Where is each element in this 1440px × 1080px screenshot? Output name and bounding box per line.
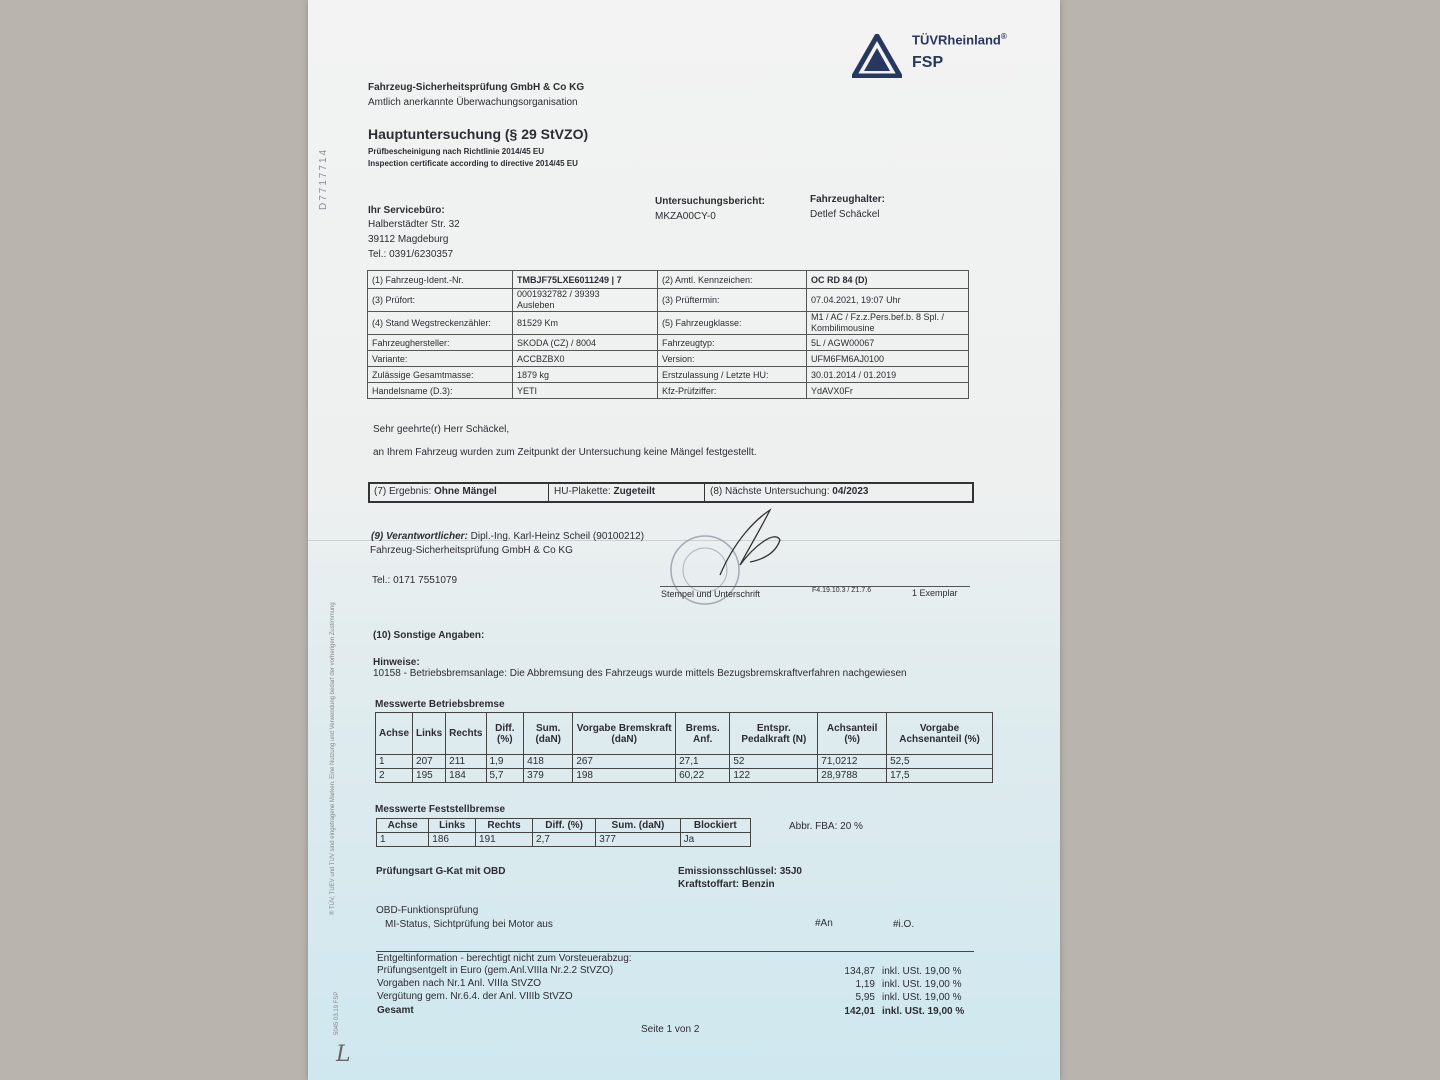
ident-value: TMBJF75LXE6011249 | 7 <box>513 271 658 289</box>
klasse-value-1: M1 / AC / Fz.z.Pers.bef.b. 8 Spl. / <box>811 312 945 322</box>
table-cell: 207 <box>413 755 446 769</box>
verantwortlicher-company: Fahrzeug-Sicherheitsprüfung GmbH & Co KG <box>370 545 573 556</box>
header-cell: Vorgabe Achsenanteil (%) <box>887 713 993 755</box>
header-cell: Sum. (daN) <box>524 713 573 755</box>
table-cell: 184 <box>446 769 486 783</box>
klasse-value-2: Kombilimousine <box>811 323 875 333</box>
obd-io: #i.O. <box>893 919 915 930</box>
fees-total-amount: 142,01 <box>844 1006 875 1017</box>
table-cell: 52 <box>730 755 818 769</box>
emissionsschluessel: Emissionsschlüssel: 35J0 <box>678 866 802 877</box>
naechste-untersuchung: (8) Nächste Untersuchung: 04/2023 <box>710 486 869 497</box>
sonstige-angaben: (10) Sonstige Angaben: <box>373 630 485 641</box>
fee-label: Vorgaben nach Nr.1 Anl. VIIIa StVZO <box>377 978 541 989</box>
km-value: 81529 Km <box>513 312 658 335</box>
table-cell: 28,9788 <box>818 769 887 783</box>
version-value: UFM6FM6AJ0100 <box>807 351 969 367</box>
fee-amount: 5,95 <box>855 992 875 1003</box>
erstzul-value: 30.01.2014 / 01.2019 <box>807 367 969 383</box>
table-cell: 122 <box>730 769 818 783</box>
stamp-label: Stempel und Unterschrift <box>661 589 761 599</box>
table-cell: 52,5 <box>887 755 993 769</box>
header-cell: Rechts <box>476 819 533 833</box>
header-cell: Sum. (daN) <box>596 819 680 833</box>
pruefungsart: Prüfungsart G-Kat mit OBD <box>376 866 506 877</box>
abbr-fba: Abbr. FBA: 20 % <box>789 821 863 832</box>
km-label: (4) Stand Wegstreckenzähler: <box>368 312 513 335</box>
handel-value: YETI <box>513 383 658 399</box>
table-cell: 17,5 <box>887 769 993 783</box>
obd-an: #An <box>815 918 833 929</box>
company-tagline: Amtlich anerkannte Überwachungsorganisation <box>368 97 578 108</box>
fee-tax: inkl. USt. 19,00 % <box>882 966 962 977</box>
fee-tax: inkl. USt. 19,00 % <box>882 992 962 1003</box>
table-cell: 211 <box>446 755 486 769</box>
obd-status: MI-Status, Sichtprüfung bei Motor aus <box>385 919 553 930</box>
kfz-value: YdAVX0Fr <box>807 383 969 399</box>
header-cell: Vorgabe Bremskraft (daN) <box>573 713 676 755</box>
typ-value: 5L / AGW00067 <box>807 335 969 351</box>
table-cell: 377 <box>596 833 680 847</box>
header-cell: Brems. Anf. <box>676 713 730 755</box>
header-cell: Diff. (%) <box>486 713 524 755</box>
header-cell: Links <box>429 819 476 833</box>
table-cell: 2 <box>376 769 413 783</box>
verantwortlicher-tel: Tel.: 0171 7551079 <box>372 575 458 586</box>
servicebuero-tel: Tel.: 0391/6230357 <box>368 249 454 260</box>
corner-mark: L <box>336 1042 351 1067</box>
version-label: Version: <box>658 351 807 367</box>
table-cell: 60,22 <box>676 769 730 783</box>
vehicle-data-table <box>367 270 969 399</box>
ident-label: (1) Fahrzeug-Ident.-Nr. <box>368 271 513 289</box>
fees-header: Entgeltinformation - berechtigt nicht zum Vorsteuerabzug: <box>377 953 632 964</box>
table-cell: Ja <box>680 833 750 847</box>
table-cell: 71,0212 <box>818 755 887 769</box>
ergebnis: (7) Ergebnis: Ohne Mängel <box>374 486 497 497</box>
fee-tax: inkl. USt. 19,00 % <box>882 979 962 990</box>
table-cell: 191 <box>476 833 533 847</box>
handel-label: Handelsname (D.3): <box>368 383 513 399</box>
salutation: Sehr geehrte(r) Herr Schäckel, <box>373 424 510 435</box>
betriebsbremse-table <box>375 712 993 783</box>
obd-title: OBD-Funktionsprüfung <box>376 905 479 916</box>
termin-value: 07.04.2021, 19:07 Uhr <box>807 289 969 312</box>
halter-value: Detlef Schäckel <box>810 209 880 220</box>
brand-sub: FSP <box>912 54 944 71</box>
table-cell: 1 <box>376 755 413 769</box>
table-row <box>377 833 751 847</box>
feststellbremse-title: Messwerte Feststellbremse <box>375 804 506 815</box>
form-number: 5045 03.19 FSP <box>334 991 340 1035</box>
masse-value: 1879 kg <box>513 367 658 383</box>
subtitle-de: Prüfbescheinigung nach Richtlinie 2014/45 EU <box>368 147 545 156</box>
hinweise-label: Hinweise: <box>373 657 420 668</box>
brand-name: TÜVRheinland® <box>912 32 1007 48</box>
table-cell: 198 <box>573 769 676 783</box>
triangle-logo-icon <box>852 34 902 78</box>
exemplar: 1 Exemplar <box>912 588 958 598</box>
variante-label: Variante: <box>368 351 513 367</box>
servicebuero-street: Halberstädter Str. 32 <box>368 219 460 230</box>
fee-amount: 1,19 <box>855 979 875 990</box>
result-message: an Ihrem Fahrzeug wurden zum Zeitpunkt der Untersuchung keine Mängel festgestellt. <box>373 447 757 458</box>
header-cell: Rechts <box>446 713 486 755</box>
table-cell: 27,1 <box>676 755 730 769</box>
table-cell: 1 <box>377 833 429 847</box>
header-cell: Entspr. Pedalkraft (N) <box>730 713 818 755</box>
fee-amount: 134,87 <box>844 966 875 977</box>
header-cell: Blockiert <box>680 819 750 833</box>
table-cell: 267 <box>573 755 676 769</box>
company-name: Fahrzeug-Sicherheitsprüfung GmbH & Co KG <box>368 82 585 93</box>
kennz-label: (2) Amtl. Kennzeichen: <box>658 271 807 289</box>
masse-label: Zulässige Gesamtmasse: <box>368 367 513 383</box>
header-cell: Achse <box>377 819 429 833</box>
header-cell: Links <box>413 713 446 755</box>
verantwortlicher: (9) Verantwortlicher: Dipl.-Ing. Karl-Heinz Scheil (90100212) <box>371 531 645 542</box>
table-row <box>376 755 993 769</box>
side-note: ® TÜV, TUEV und TUV sind eingetragene Marken. Eine Nutzung und Verwendung bedarf der vorherigen Zustimmung <box>330 602 336 915</box>
form-code: F4.19.10.3 / Z1.7.6 <box>812 587 872 594</box>
typ-label: Fahrzeugtyp: <box>658 335 807 351</box>
plakette: HU-Plakette: Zugeteilt <box>554 486 656 497</box>
pruefort-label: (3) Prüfort: <box>368 289 513 312</box>
servicebuero-label: Ihr Servicebüro: <box>368 205 445 216</box>
stamp-signature-icon <box>660 500 800 620</box>
table-cell: 5,7 <box>486 769 524 783</box>
page-number: Seite 1 von 2 <box>641 1024 700 1035</box>
table-cell: 379 <box>524 769 573 783</box>
table-cell: 195 <box>413 769 446 783</box>
fees-total-label: Gesamt <box>377 1005 414 1016</box>
header-cell: Achsanteil (%) <box>818 713 887 755</box>
serial-number: D7717714 <box>318 147 329 210</box>
table-cell: 186 <box>429 833 476 847</box>
pruefort-value-1: 0001932782 / 39393 <box>517 289 600 299</box>
table-cell: 1,9 <box>486 755 524 769</box>
table-row <box>376 769 993 783</box>
header-cell: Achse <box>376 713 413 755</box>
page-title: Hauptuntersuchung (§ 29 StVZO) <box>368 126 589 142</box>
fee-label: Prüfungsentgelt in Euro (gem.Anl.VIIIa Nr.2.2 StVZO) <box>377 965 614 976</box>
termin-label: (3) Prüftermin: <box>658 289 807 312</box>
bericht-label: Untersuchungsbericht: <box>655 196 766 207</box>
variante-value: ACCBZBX0 <box>513 351 658 367</box>
table-cell: 2,7 <box>533 833 596 847</box>
feststellbremse-table <box>376 818 751 847</box>
hersteller-label: Fahrzeughersteller: <box>368 335 513 351</box>
table-cell: 418 <box>524 755 573 769</box>
fees-total-tax: inkl. USt. 19,00 % <box>882 1006 965 1017</box>
betriebsbremse-title: Messwerte Betriebsbremse <box>375 699 505 710</box>
kraftstoffart: Kraftstoffart: Benzin <box>678 879 775 890</box>
klasse-label: (5) Fahrzeugklasse: <box>658 312 807 335</box>
servicebuero-city: 39112 Magdeburg <box>368 234 449 245</box>
pruefort-value-2: Ausleben <box>517 300 555 310</box>
kfz-label: Kfz-Prüfziffer: <box>658 383 807 399</box>
kennz-value: OC RD 84 (D) <box>807 271 969 289</box>
halter-label: Fahrzeughalter: <box>810 194 886 205</box>
fee-label: Vergütung gem. Nr.6.4. der Anl. VIIIb StVZO <box>377 991 573 1002</box>
hersteller-value: SKODA (CZ) / 8004 <box>513 335 658 351</box>
bericht-value: MKZA00CY-0 <box>655 211 716 222</box>
subtitle-en: Inspection certificate according to directive 2014/45 EU <box>368 159 578 168</box>
header-cell: Diff. (%) <box>533 819 596 833</box>
erstzul-label: Erstzulassung / Letzte HU: <box>658 367 807 383</box>
hinweise-text: 10158 - Betriebsbremsanlage: Die Abbremsung des Fahrzeugs wurde mittels Bezugsbremskraftverfahren nachgewiesen <box>373 668 907 679</box>
